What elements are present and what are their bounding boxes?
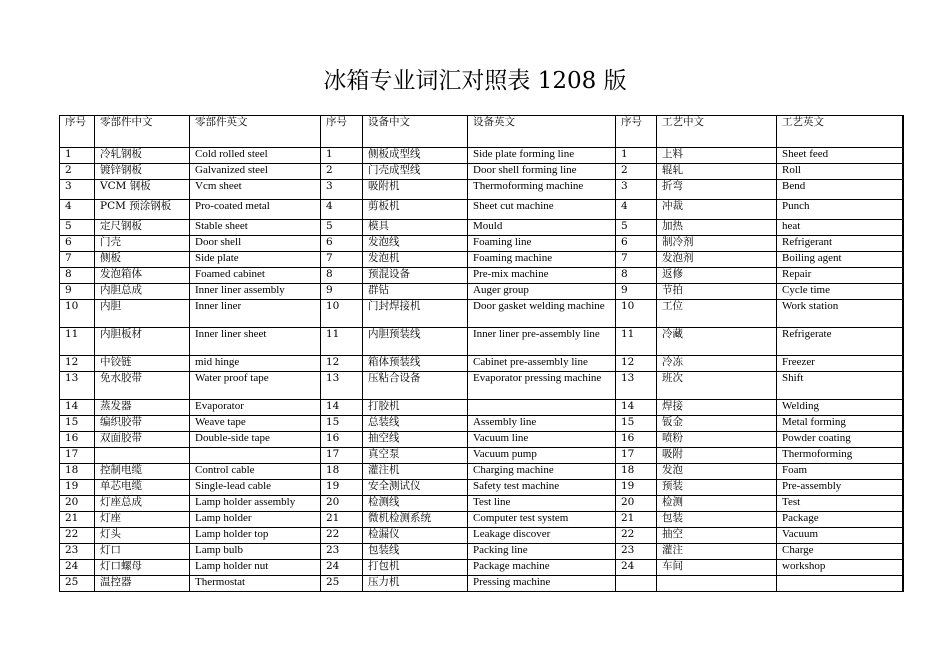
- cell-equipment-en: Leakage discover: [468, 528, 616, 544]
- cell-process-en: Bend: [777, 180, 903, 200]
- cell-process-en: Test: [777, 496, 903, 512]
- cell-index-parts: 16: [60, 432, 95, 448]
- cell-parts-cn: 门壳: [95, 236, 190, 252]
- cell-parts-en: Lamp holder top: [190, 528, 321, 544]
- cell-process-cn: 喷粉: [657, 432, 777, 448]
- cell-process-cn: 钣金: [657, 416, 777, 432]
- cell-process-en: heat: [777, 220, 903, 236]
- cell-equipment-en: Auger group: [468, 284, 616, 300]
- cell-index-process: 19: [616, 480, 657, 496]
- table-row: [60, 148, 903, 164]
- cell-equipment-en: Pressing machine: [468, 576, 616, 592]
- cell-process-en: Metal forming: [777, 416, 903, 432]
- cell-index-equipment: 22: [321, 528, 363, 544]
- cell-process-en: Thermoforming: [777, 448, 903, 464]
- cell-process-en: Boiling agent: [777, 252, 903, 268]
- cell-process-cn: 抽空: [657, 528, 777, 544]
- cell-index-process: 6: [616, 236, 657, 252]
- cell-index-equipment: 10: [321, 300, 363, 328]
- cell-process-en: Refrigerant: [777, 236, 903, 252]
- cell-equipment-en: Pre-mix machine: [468, 268, 616, 284]
- cell-parts-en: Double-side tape: [190, 432, 321, 448]
- cell-equipment-cn: 门壳成型线: [363, 164, 468, 180]
- cell-equipment-en: Package machine: [468, 560, 616, 576]
- cell-equipment-en: Assembly line: [468, 416, 616, 432]
- cell-process-en: Freezer: [777, 356, 903, 372]
- cell-process-cn: 发泡: [657, 464, 777, 480]
- header-cell-process-en: 工艺英文: [777, 116, 903, 148]
- cell-equipment-cn: 发泡机: [363, 252, 468, 268]
- cell-parts-en: Galvanized steel: [190, 164, 321, 180]
- cell-parts-en: Side plate: [190, 252, 321, 268]
- cell-process-en: Powder coating: [777, 432, 903, 448]
- cell-index-process: 3: [616, 180, 657, 200]
- cell-index-process: 14: [616, 400, 657, 416]
- cell-equipment-cn: 内胆预装线: [363, 328, 468, 356]
- cell-index-parts: 19: [60, 480, 95, 496]
- cell-parts-en: Lamp holder nut: [190, 560, 321, 576]
- cell-index-equipment: 18: [321, 464, 363, 480]
- cell-index-process: 9: [616, 284, 657, 300]
- cell-process-cn: 冲裁: [657, 200, 777, 220]
- cell-equipment-cn: 门封焊接机: [363, 300, 468, 328]
- cell-index-equipment: 24: [321, 560, 363, 576]
- cell-equipment-cn: 剪板机: [363, 200, 468, 220]
- cell-parts-cn: VCM 钢板: [95, 180, 190, 200]
- cell-index-equipment: 4: [321, 200, 363, 220]
- cell-process-cn: [657, 576, 777, 592]
- cell-process-cn: 灌注: [657, 544, 777, 560]
- cell-parts-cn: 灯口: [95, 544, 190, 560]
- cell-index-process: 4: [616, 200, 657, 220]
- cell-process-en: Charge: [777, 544, 903, 560]
- cell-index-parts: 10: [60, 300, 95, 328]
- cell-equipment-cn: 检测线: [363, 496, 468, 512]
- cell-equipment-en: Side plate forming line: [468, 148, 616, 164]
- cell-process-cn: 车间: [657, 560, 777, 576]
- cell-parts-cn: 内胆: [95, 300, 190, 328]
- cell-index-equipment: 9: [321, 284, 363, 300]
- header-cell-equipment-cn: 设备中文: [363, 116, 468, 148]
- cell-index-parts: 1: [60, 148, 95, 164]
- cell-process-cn: 吸附: [657, 448, 777, 464]
- cell-parts-cn: 侧板: [95, 252, 190, 268]
- cell-process-en: Work station: [777, 300, 903, 328]
- cell-equipment-cn: 吸附机: [363, 180, 468, 200]
- cell-index-process: 2: [616, 164, 657, 180]
- cell-index-parts: 22: [60, 528, 95, 544]
- cell-index-parts: 7: [60, 252, 95, 268]
- cell-index-equipment: 13: [321, 372, 363, 400]
- cell-parts-cn: 单芯电缆: [95, 480, 190, 496]
- cell-equipment-cn: 灌注机: [363, 464, 468, 480]
- table-row: [60, 200, 903, 220]
- cell-process-en: workshop: [777, 560, 903, 576]
- cell-process-cn: 检测: [657, 496, 777, 512]
- header-cell-process-cn: 工艺中文: [657, 116, 777, 148]
- cell-parts-cn: 灯座总成: [95, 496, 190, 512]
- table-row: [60, 180, 903, 200]
- cell-equipment-en: Vacuum line: [468, 432, 616, 448]
- cell-equipment-en: Safety test machine: [468, 480, 616, 496]
- table-row: [60, 400, 903, 416]
- cell-parts-cn: 内胆板材: [95, 328, 190, 356]
- header-cell-index-process: 序号: [616, 116, 657, 148]
- cell-process-cn: 冷藏: [657, 328, 777, 356]
- cell-index-process: 5: [616, 220, 657, 236]
- cell-index-process: [616, 576, 657, 592]
- table-row: [60, 512, 903, 528]
- cell-equipment-en: Sheet cut machine: [468, 200, 616, 220]
- cell-index-parts: 12: [60, 356, 95, 372]
- cell-index-parts: 20: [60, 496, 95, 512]
- cell-index-parts: 13: [60, 372, 95, 400]
- cell-process-en: Punch: [777, 200, 903, 220]
- cell-process-cn: 包装: [657, 512, 777, 528]
- cell-index-equipment: 2: [321, 164, 363, 180]
- table-row: [60, 416, 903, 432]
- cell-equipment-en: Test line: [468, 496, 616, 512]
- cell-parts-en: Lamp holder assembly: [190, 496, 321, 512]
- vocabulary-table: [59, 115, 904, 592]
- cell-index-process: 10: [616, 300, 657, 328]
- cell-equipment-cn: 打胶机: [363, 400, 468, 416]
- table-row: [60, 464, 903, 480]
- cell-index-equipment: 23: [321, 544, 363, 560]
- cell-process-cn: 工位: [657, 300, 777, 328]
- cell-process-en: Refrigerate: [777, 328, 903, 356]
- cell-process-cn: 预装: [657, 480, 777, 496]
- cell-index-parts: 2: [60, 164, 95, 180]
- cell-parts-en: Inner liner: [190, 300, 321, 328]
- cell-index-parts: 8: [60, 268, 95, 284]
- table-row: [60, 236, 903, 252]
- cell-index-process: 8: [616, 268, 657, 284]
- cell-equipment-cn: 微机检测系统: [363, 512, 468, 528]
- cell-process-en: Welding: [777, 400, 903, 416]
- cell-parts-en: Lamp bulb: [190, 544, 321, 560]
- cell-process-en: Foam: [777, 464, 903, 480]
- cell-index-parts: 3: [60, 180, 95, 200]
- cell-parts-cn: PCM 预涂钢板: [95, 200, 190, 220]
- cell-parts-en: [190, 448, 321, 464]
- cell-process-cn: 冷冻: [657, 356, 777, 372]
- cell-parts-cn: 免水胶带: [95, 372, 190, 400]
- cell-process-cn: 节拍: [657, 284, 777, 300]
- cell-equipment-en: Door gasket welding machine: [468, 300, 616, 328]
- cell-index-process: 24: [616, 560, 657, 576]
- table-row: [60, 448, 903, 464]
- cell-parts-en: Vcm sheet: [190, 180, 321, 200]
- cell-process-en: Shift: [777, 372, 903, 400]
- cell-index-parts: 11: [60, 328, 95, 356]
- cell-parts-cn: 内胆总成: [95, 284, 190, 300]
- cell-index-process: 22: [616, 528, 657, 544]
- cell-index-process: 23: [616, 544, 657, 560]
- cell-parts-en: Foamed cabinet: [190, 268, 321, 284]
- cell-parts-cn: 编织胶带: [95, 416, 190, 432]
- cell-index-process: 7: [616, 252, 657, 268]
- cell-index-equipment: 17: [321, 448, 363, 464]
- cell-equipment-cn: 抽空线: [363, 432, 468, 448]
- table-row: [60, 164, 903, 180]
- cell-parts-en: Stable sheet: [190, 220, 321, 236]
- cell-process-cn: 辊轧: [657, 164, 777, 180]
- cell-equipment-cn: 侧板成型线: [363, 148, 468, 164]
- cell-process-cn: 折弯: [657, 180, 777, 200]
- cell-index-process: 13: [616, 372, 657, 400]
- header-cell-equipment-en: 设备英文: [468, 116, 616, 148]
- table-row: [60, 372, 903, 400]
- cell-parts-en: Water proof tape: [190, 372, 321, 400]
- cell-parts-en: Evaporator: [190, 400, 321, 416]
- cell-index-parts: 17: [60, 448, 95, 464]
- table-row: [60, 284, 903, 300]
- cell-index-equipment: 5: [321, 220, 363, 236]
- cell-index-process: 12: [616, 356, 657, 372]
- cell-equipment-cn: 真空泵: [363, 448, 468, 464]
- cell-index-process: 15: [616, 416, 657, 432]
- cell-index-process: 11: [616, 328, 657, 356]
- cell-index-parts: 23: [60, 544, 95, 560]
- cell-equipment-en: [468, 400, 616, 416]
- cell-parts-cn: 发泡箱体: [95, 268, 190, 284]
- table-row: [60, 356, 903, 372]
- cell-process-en: Repair: [777, 268, 903, 284]
- cell-equipment-en: Charging machine: [468, 464, 616, 480]
- cell-equipment-cn: 压力机: [363, 576, 468, 592]
- cell-index-equipment: 11: [321, 328, 363, 356]
- cell-equipment-cn: 压粘合设备: [363, 372, 468, 400]
- cell-equipment-cn: 预混设备: [363, 268, 468, 284]
- header-cell-index-equipment: 序号: [321, 116, 363, 148]
- cell-index-equipment: 21: [321, 512, 363, 528]
- cell-index-equipment: 19: [321, 480, 363, 496]
- table-row: [60, 300, 903, 328]
- cell-equipment-en: Cabinet pre-assembly line: [468, 356, 616, 372]
- cell-process-en: Package: [777, 512, 903, 528]
- cell-process-cn: 焊接: [657, 400, 777, 416]
- cell-parts-cn: 灯口螺母: [95, 560, 190, 576]
- cell-equipment-cn: 包装线: [363, 544, 468, 560]
- cell-parts-cn: 控制电缆: [95, 464, 190, 480]
- cell-index-parts: 18: [60, 464, 95, 480]
- cell-parts-cn: 镀锌钢板: [95, 164, 190, 180]
- cell-index-process: 21: [616, 512, 657, 528]
- cell-index-equipment: 14: [321, 400, 363, 416]
- cell-index-parts: 9: [60, 284, 95, 300]
- cell-equipment-cn: 发泡线: [363, 236, 468, 252]
- cell-equipment-cn: 检漏仪: [363, 528, 468, 544]
- cell-equipment-en: Inner liner pre-assembly line: [468, 328, 616, 356]
- table-row: [60, 544, 903, 560]
- cell-index-process: 18: [616, 464, 657, 480]
- cell-index-parts: 21: [60, 512, 95, 528]
- cell-equipment-en: Evaporator pressing machine: [468, 372, 616, 400]
- cell-parts-en: Control cable: [190, 464, 321, 480]
- table-row: [60, 480, 903, 496]
- cell-equipment-en: Foaming machine: [468, 252, 616, 268]
- cell-index-parts: 14: [60, 400, 95, 416]
- cell-index-parts: 15: [60, 416, 95, 432]
- cell-index-parts: 5: [60, 220, 95, 236]
- cell-process-cn: 制冷剂: [657, 236, 777, 252]
- cell-index-equipment: 7: [321, 252, 363, 268]
- cell-parts-en: Inner liner assembly: [190, 284, 321, 300]
- table-row: [60, 528, 903, 544]
- cell-index-parts: 4: [60, 200, 95, 220]
- cell-index-equipment: 15: [321, 416, 363, 432]
- cell-equipment-cn: 安全测试仪: [363, 480, 468, 496]
- table-row: [60, 432, 903, 448]
- cell-equipment-en: Foaming line: [468, 236, 616, 252]
- table-row: [60, 496, 903, 512]
- cell-equipment-en: Mould: [468, 220, 616, 236]
- cell-equipment-en: Vacuum pump: [468, 448, 616, 464]
- cell-index-process: 20: [616, 496, 657, 512]
- cell-parts-en: Inner liner sheet: [190, 328, 321, 356]
- cell-process-en: Vacuum: [777, 528, 903, 544]
- table-row: [60, 252, 903, 268]
- table-header-row: [60, 116, 903, 148]
- cell-parts-en: Cold rolled steel: [190, 148, 321, 164]
- table-row: [60, 328, 903, 356]
- cell-index-equipment: 25: [321, 576, 363, 592]
- cell-process-cn: 加热: [657, 220, 777, 236]
- cell-parts-en: Weave tape: [190, 416, 321, 432]
- cell-parts-en: Door shell: [190, 236, 321, 252]
- cell-parts-cn: 定尺钢板: [95, 220, 190, 236]
- cell-parts-en: Thermostat: [190, 576, 321, 592]
- cell-process-en: [777, 576, 903, 592]
- header-cell-parts-cn: 零部件中文: [95, 116, 190, 148]
- cell-index-equipment: 12: [321, 356, 363, 372]
- cell-parts-cn: 冷轧钢板: [95, 148, 190, 164]
- cell-parts-en: Single-lead cable: [190, 480, 321, 496]
- header-cell-index-parts: 序号: [60, 116, 95, 148]
- cell-index-equipment: 16: [321, 432, 363, 448]
- cell-index-equipment: 6: [321, 236, 363, 252]
- cell-parts-cn: 灯座: [95, 512, 190, 528]
- table-row: [60, 560, 903, 576]
- cell-parts-cn: 中铰链: [95, 356, 190, 372]
- cell-index-parts: 6: [60, 236, 95, 252]
- cell-parts-en: Lamp holder: [190, 512, 321, 528]
- cell-index-process: 17: [616, 448, 657, 464]
- cell-index-process: 16: [616, 432, 657, 448]
- page-title: 冰箱专业词汇对照表 1208 版: [323, 68, 627, 94]
- cell-process-en: Pre-assembly: [777, 480, 903, 496]
- table-row: [60, 220, 903, 236]
- header-cell-parts-en: 零部件英文: [190, 116, 321, 148]
- cell-index-equipment: 1: [321, 148, 363, 164]
- cell-parts-cn: [95, 448, 190, 464]
- cell-process-cn: 班次: [657, 372, 777, 400]
- cell-process-cn: 上料: [657, 148, 777, 164]
- cell-equipment-en: Packing line: [468, 544, 616, 560]
- table-row: [60, 268, 903, 284]
- cell-process-en: Roll: [777, 164, 903, 180]
- cell-index-equipment: 3: [321, 180, 363, 200]
- cell-parts-cn: 灯头: [95, 528, 190, 544]
- cell-parts-cn: 温控器: [95, 576, 190, 592]
- cell-parts-cn: 双面胶带: [95, 432, 190, 448]
- cell-parts-cn: 蒸发器: [95, 400, 190, 416]
- table-row: [60, 576, 903, 592]
- cell-index-equipment: 20: [321, 496, 363, 512]
- cell-parts-en: mid hinge: [190, 356, 321, 372]
- cell-index-process: 1: [616, 148, 657, 164]
- cell-equipment-cn: 打包机: [363, 560, 468, 576]
- cell-equipment-en: Computer test system: [468, 512, 616, 528]
- cell-process-cn: 返修: [657, 268, 777, 284]
- cell-equipment-en: Door shell forming line: [468, 164, 616, 180]
- cell-equipment-cn: 箱体预装线: [363, 356, 468, 372]
- cell-equipment-en: Thermoforming machine: [468, 180, 616, 200]
- cell-process-en: Cycle time: [777, 284, 903, 300]
- table-body: [60, 116, 903, 592]
- cell-process-en: Sheet feed: [777, 148, 903, 164]
- cell-index-parts: 24: [60, 560, 95, 576]
- cell-equipment-cn: 模具: [363, 220, 468, 236]
- cell-process-cn: 发泡剂: [657, 252, 777, 268]
- cell-index-equipment: 8: [321, 268, 363, 284]
- cell-equipment-cn: 总装线: [363, 416, 468, 432]
- cell-parts-en: Pro-coated metal: [190, 200, 321, 220]
- cell-index-parts: 25: [60, 576, 95, 592]
- cell-equipment-cn: 群钻: [363, 284, 468, 300]
